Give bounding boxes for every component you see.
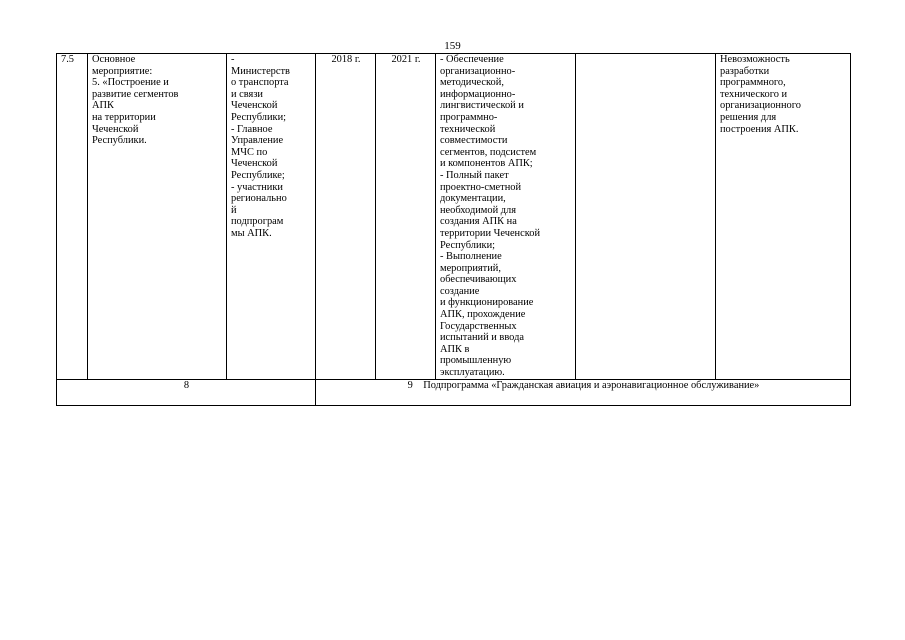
footer-right-cell [316, 379, 851, 405]
expected-result: - Обеспечение организационно- методической, информационно- лингвистической и программно- технической совместимости сегментов, подсистем и компонентов АПК; - Полный пакет проектно-сметной документации, необходимой для создания АПК на территории Чеченской Республики; - Выполнение мероприятий, обеспечивающих создание и функционирование АПК, прохождение Государственных испытаний и ввода АПК в промышленную эксплуатацию. [440, 54, 541, 379]
executor-cell [227, 54, 316, 380]
footer-left-number: 8 [183, 379, 190, 391]
table-row [57, 54, 851, 380]
program-table [56, 53, 851, 406]
relation-cell [716, 54, 851, 380]
start-date: 2018 г. [331, 54, 361, 65]
event-cell [88, 54, 227, 380]
relation-text: Невозможность разработки программного, технического и организационного решения для построения АПК. [720, 54, 801, 135]
footer-left-cell [57, 379, 316, 405]
start-date-cell [316, 54, 376, 380]
row-number-cell [57, 54, 88, 380]
row-number: 7.5 [61, 54, 74, 65]
page-number: 159 [444, 40, 461, 52]
event-name: Основное мероприятие: 5. «Построение и развитие сегментов АПК на территории Чеченской Республики. [92, 54, 179, 147]
table-row [57, 379, 851, 405]
end-date-cell [376, 54, 436, 380]
consequence-cell [576, 54, 716, 380]
executor-text: - Министерств о транспорта и связи Чеченской Республики; - Главное Управление МЧС по Чеченской Республике; - участники регионально й подпрограм мы АПК. [231, 54, 290, 239]
result-cell [436, 54, 576, 380]
subprogram-title: 9 Подпрограмма «Гражданская авиация и аэронавигационное обслуживание» [407, 379, 760, 391]
end-date: 2021 г. [391, 54, 421, 65]
